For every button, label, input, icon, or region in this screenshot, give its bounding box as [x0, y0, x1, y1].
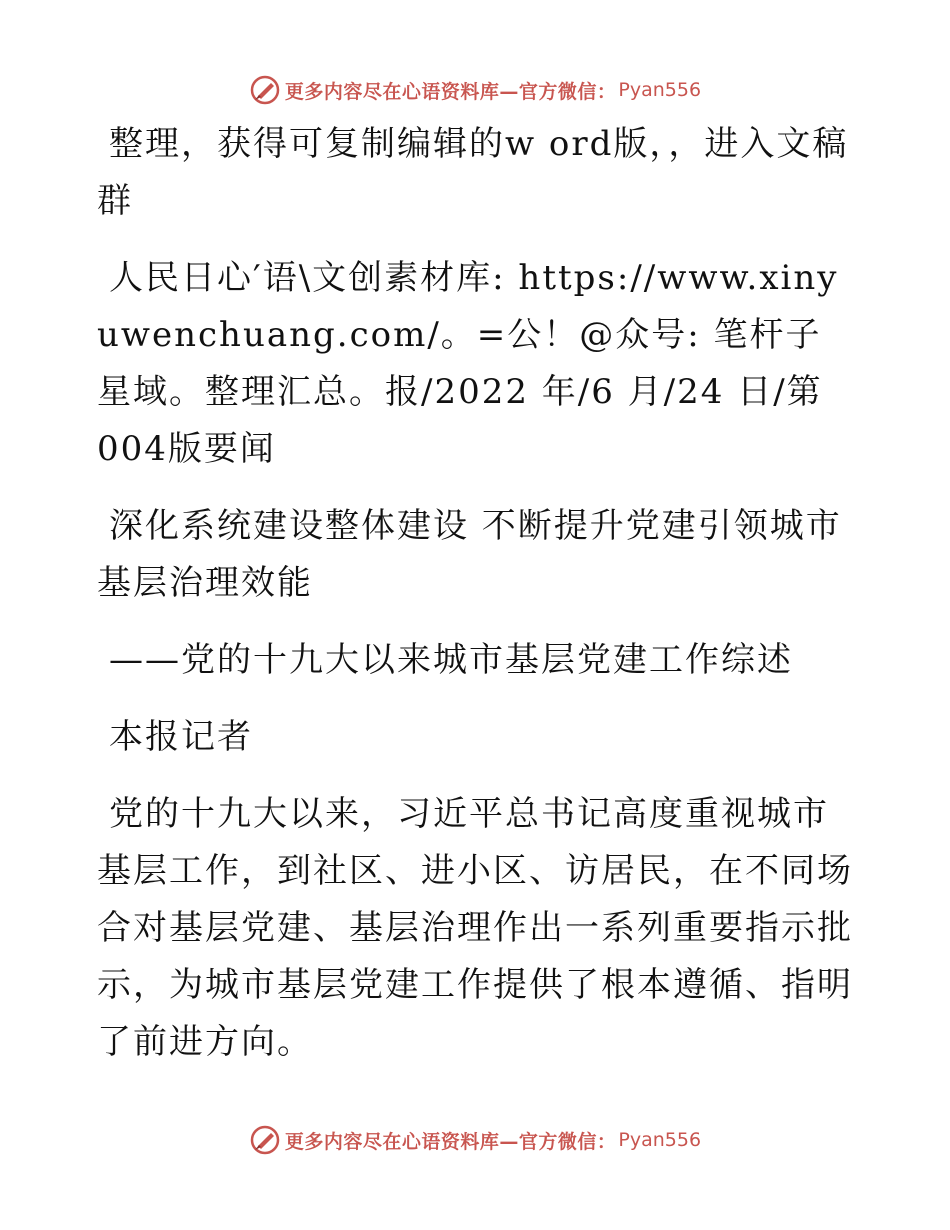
article-body: [97, 116, 857, 1091]
header-watermark: [0, 70, 950, 110]
paragraph-body: 党的十九大以来，习近平总书记高度重视城市基层工作，到社区、进小区、访居民，在不同场合对基层党建、基层治理作出一系列重要指示批示，为城市基层党建工作提供了根本遵循、指明了前进方向。: [97, 794, 853, 1062]
footer-watermark-text: 更多内容尽在心语资料库—官方微信：: [284, 1130, 617, 1153]
footer-watermark-id: Pyan556: [618, 1129, 702, 1151]
article-title: 深化系统建设整体建设 不断提升党建引领城市基层治理效能: [97, 506, 842, 603]
header-watermark-text: 更多内容尽在心语资料库—官方微信：: [284, 80, 617, 103]
paragraph-source: 人民日心′语\文创素材库: https://www.xinyuwenchuang.com/。=公！@众号: 笔杆子星域。整理汇总。报/2022 年/6 月/24 日/第 004版要闻: [97, 258, 839, 469]
article-subtitle: ——党的十九大以来城市基层党建工作综述: [109, 640, 793, 680]
footer-watermark: [0, 1120, 950, 1160]
header-watermark-id: Pyan556: [618, 79, 702, 101]
article-byline: 本报记者: [109, 717, 253, 757]
brush-pen-logo-icon: [249, 1124, 281, 1156]
brush-pen-logo-icon: [249, 74, 281, 106]
paragraph-intro: 整理，获得可复制编辑的w ord版，，进入文稿群: [97, 124, 849, 221]
